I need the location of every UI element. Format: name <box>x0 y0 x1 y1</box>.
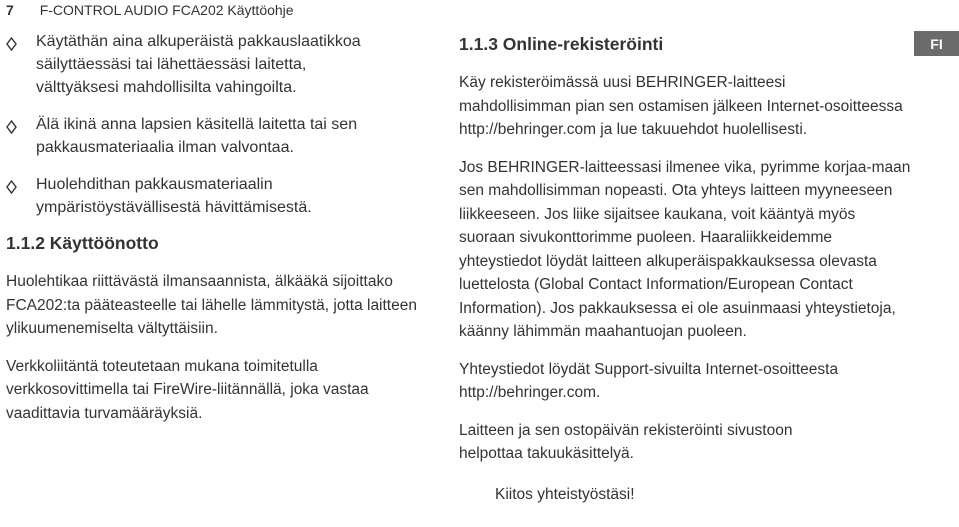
text-line: ylikuumenemiselta vältyttäisiin. <box>6 320 218 337</box>
text-line: Käytäthän aina alkuperäistä pakkauslaatikkoa <box>36 33 361 50</box>
language-tab: FI <box>914 31 959 56</box>
text-line: Information). Jos pakkauksessa ei ole asuinmaasi yhteystietoja, <box>459 299 896 317</box>
text-line: vaadittavia turvamääräyksiä. <box>6 404 203 422</box>
text-line: http://behringer.com ja lue takuuehdot huolellisesti. <box>459 121 808 138</box>
paragraph <box>459 156 911 344</box>
section-heading: 1.1.2 Käyttöönotto <box>6 233 159 253</box>
paragraph <box>459 358 899 405</box>
text-line: Jos BEHRINGER-laitteessasi ilmenee vika, pyrimme korjaa-maan <box>459 158 911 176</box>
bullet-item <box>6 113 426 159</box>
page-number: 7 <box>6 2 14 18</box>
text-line: http://behringer.com. <box>459 384 601 401</box>
text-line: verkkosovittimella tai FireWire-liitännällä, joka vastaa <box>6 381 369 398</box>
bullet-item <box>6 30 426 99</box>
closing-text: Kiitos yhteistyöstäsi! <box>495 485 635 503</box>
text-line: käänny lähimmän maahantuojan puoleen. <box>459 323 747 340</box>
text-line: pakkausmateriaalia ilman valvontaa. <box>36 139 294 156</box>
text-line: Älä ikinä anna lapsien käsitellä laitetta tai sen <box>36 116 358 133</box>
paragraph <box>459 71 903 142</box>
text-line: mahdollisimman pian sen ostamisen jälkeen Internet-osoitteessa <box>459 97 903 115</box>
text-line: Huolehtikaa riittävästä ilmansaannista, älkääkä sijoittako <box>6 273 393 290</box>
text-line: Laitteen ja sen ostopäivän rekisteröinti sivustoon <box>459 421 793 439</box>
bullet-text <box>36 173 312 219</box>
left-column <box>6 30 426 439</box>
text-line: liikkeeseen. Jos liike sijaitsee kaukana, voit kääntyä myös <box>459 205 856 223</box>
text-line: Verkkoliitäntä toteutetaan mukana toimitetulla <box>6 357 318 375</box>
text-line: Käy rekisteröimässä uusi BEHRINGER-laitteesi <box>459 74 786 91</box>
text-line: sen mahdollisimman nopeasti. Ota yhteys laitteen myyneeseen <box>459 182 893 199</box>
text-line: Huolehdithan pakkausmateriaalin <box>36 176 273 193</box>
text-line: suoraan sivukonttorimme puoleen. Haaraliikkeidemme <box>459 229 833 246</box>
bullet-text <box>36 113 357 159</box>
bullet-item <box>6 173 426 219</box>
section-heading: 1.1.3 Online-rekisteröinti <box>459 34 664 54</box>
paragraph <box>6 270 426 341</box>
right-column <box>459 30 911 504</box>
text-line: FCA202:ta pääteasteelle tai lähelle lämmitystä, jotta laitteen <box>6 296 417 314</box>
text-line: ympäristöystävällisestä hävittämisestä. <box>36 199 312 216</box>
diamond-bullet-icon <box>6 113 36 134</box>
page-header <box>6 2 294 18</box>
text-line: Yhteystiedot löydät Support-sivuilta Internet-osoitteesta <box>459 360 839 378</box>
diamond-bullet-icon <box>6 30 36 51</box>
document-title: F-CONTROL AUDIO FCA202 Käyttöohje <box>39 2 294 18</box>
paragraph <box>459 419 899 466</box>
diamond-bullet-icon <box>6 173 36 194</box>
text-line: helpottaa takuukäsittelyä. <box>459 445 634 462</box>
text-line: välttyäksesi mahdollisilta vahingoilta. <box>36 79 297 96</box>
paragraph <box>6 355 426 426</box>
text-line: yhteystiedot löydät laitteen alkuperäispakkauksessa olevasta <box>459 252 877 270</box>
text-line: luettelosta (Global Contact Information/European Contact <box>459 276 853 293</box>
bullet-text <box>36 30 361 99</box>
text-line: säilyttäessäsi tai lähettäessäsi laitetta, <box>36 56 307 73</box>
